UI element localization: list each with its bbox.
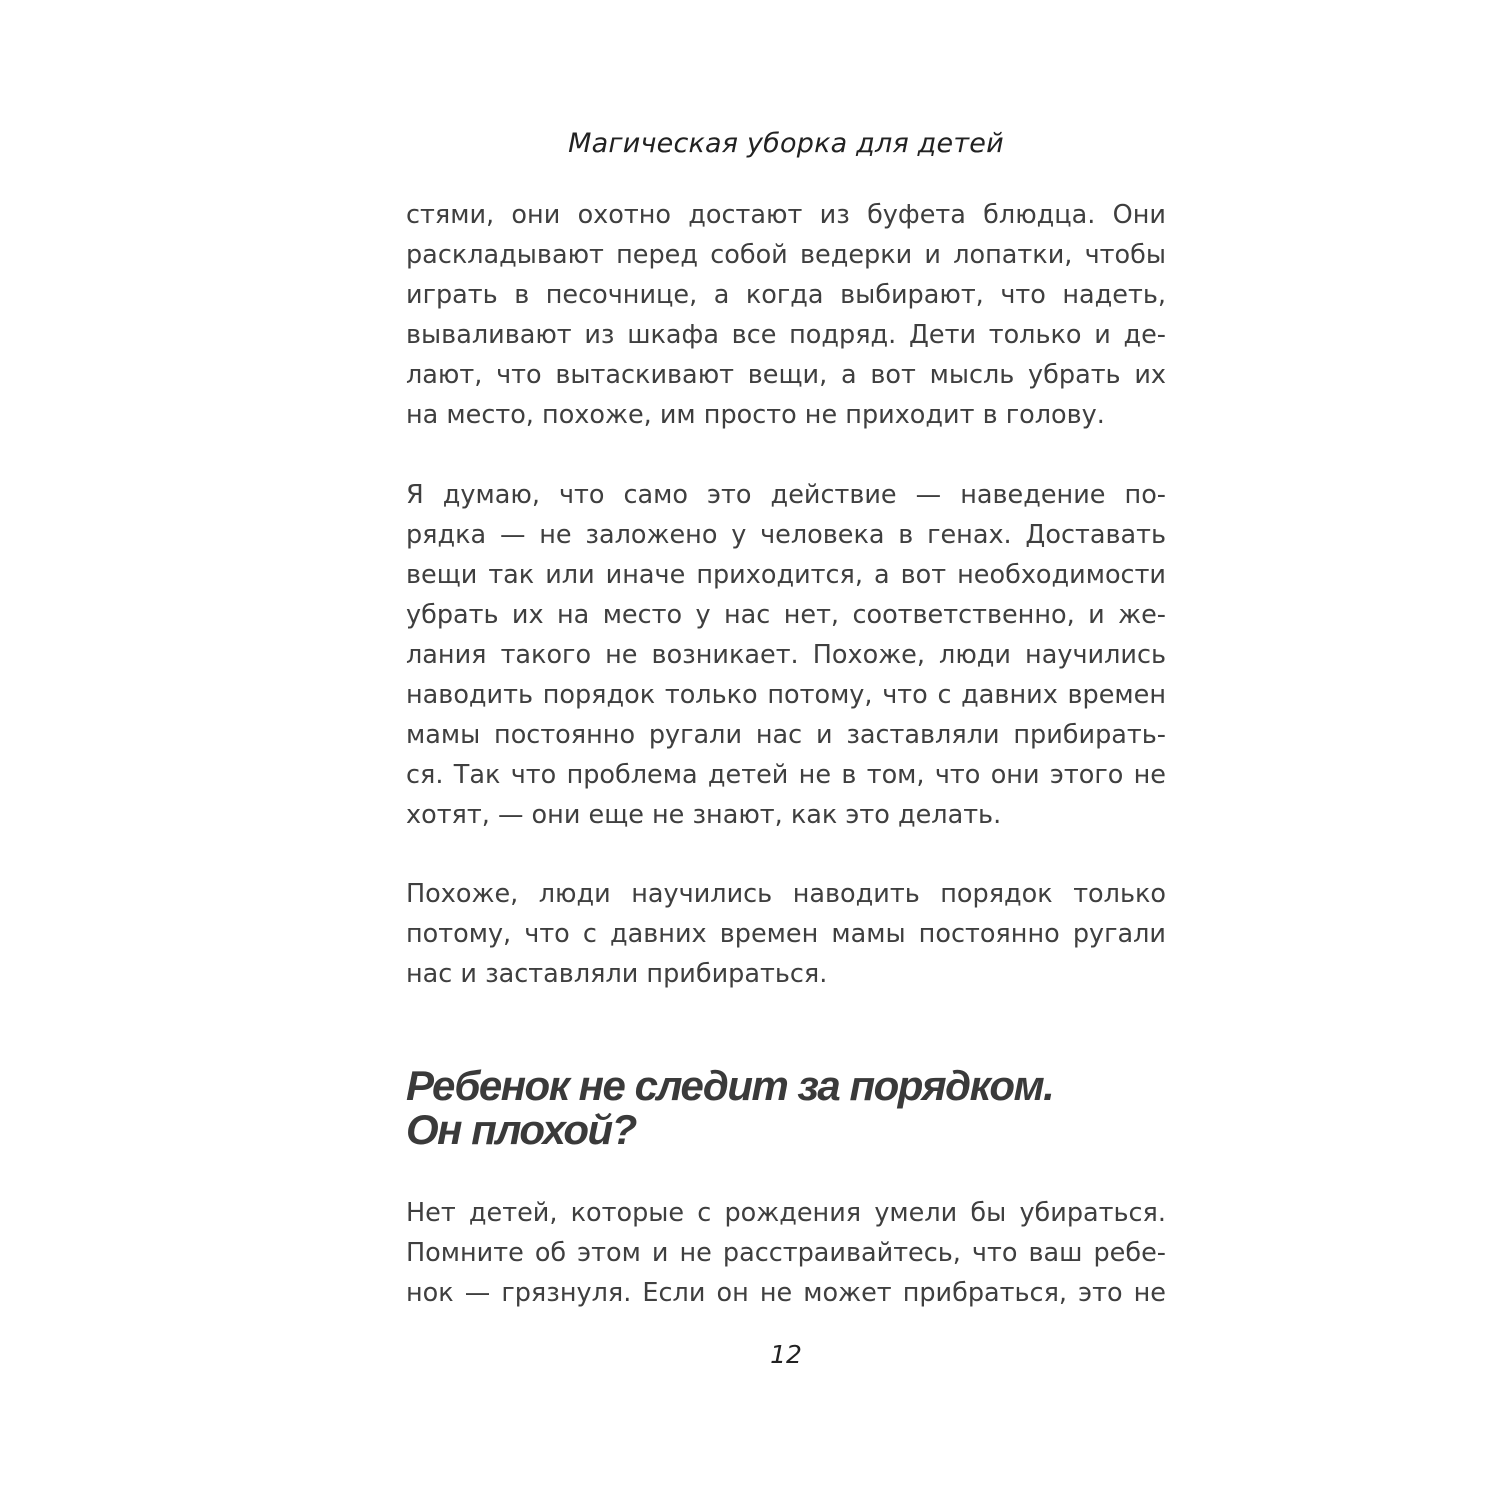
text-line: Похоже, люди научились наводить порядок только — [406, 879, 1166, 909]
text-line: убрать их на место у нас нет, соответственно, и же- — [406, 600, 1166, 630]
page-number: 12 — [770, 1340, 802, 1369]
text-line: лают, что вытаскивают вещи, а вот мысль убрать их — [406, 360, 1166, 390]
text-line: Я думаю, что само это действие — наведение по- — [406, 480, 1166, 510]
section-heading — [406, 1064, 1166, 1152]
text-line: потому, что с давних времен мамы постоянно ругали — [406, 919, 1166, 949]
text-line: раскладывают перед собой ведерки и лопатки, чтобы — [406, 240, 1166, 270]
paragraph-2 — [406, 475, 1166, 835]
text-line: мамы постоянно ругали нас и заставляли прибирать- — [406, 720, 1166, 750]
text-line: хотят, — они еще не знают, как это делать. — [406, 800, 1002, 830]
text-line: нас и заставляли прибираться. — [406, 959, 828, 989]
running-title: Магическая уборка для детей — [568, 128, 1004, 159]
text-line: вещи так или иначе приходится, а вот необходимости — [406, 560, 1166, 590]
section-heading-line: Он плохой? — [406, 1106, 636, 1153]
text-line: вываливают из шкафа все подряд. Дети только и де- — [406, 320, 1166, 350]
section-heading-line: Ребенок не следит за порядком. — [406, 1062, 1054, 1109]
text-line: лания такого не возникает. Похоже, люди научились — [406, 640, 1166, 670]
text-line: на место, похоже, им просто не приходит в голову. — [406, 400, 1105, 430]
paragraph-4 — [406, 1193, 1166, 1313]
paragraph-1 — [406, 195, 1166, 435]
text-line: ся. Так что проблема детей не в том, что они этого не — [406, 760, 1166, 790]
paragraph-3 — [406, 874, 1166, 994]
text-line: играть в песочнице, а когда выбирают, что надеть, — [406, 280, 1166, 310]
text-line: наводить порядок только потому, что с давних времен — [406, 680, 1166, 710]
text-line: нок — грязнуля. Если он не может прибраться, это не — [406, 1278, 1166, 1308]
text-line: Нет детей, которые с рождения умели бы убираться. — [406, 1198, 1166, 1228]
text-line: стями, они охотно достают из буфета блюдца. Они — [406, 200, 1166, 230]
text-line: Помните об этом и не расстраивайтесь, что ваш ребе- — [406, 1238, 1166, 1268]
text-line: рядка — не заложено у человека в генах. Доставать — [406, 520, 1166, 550]
